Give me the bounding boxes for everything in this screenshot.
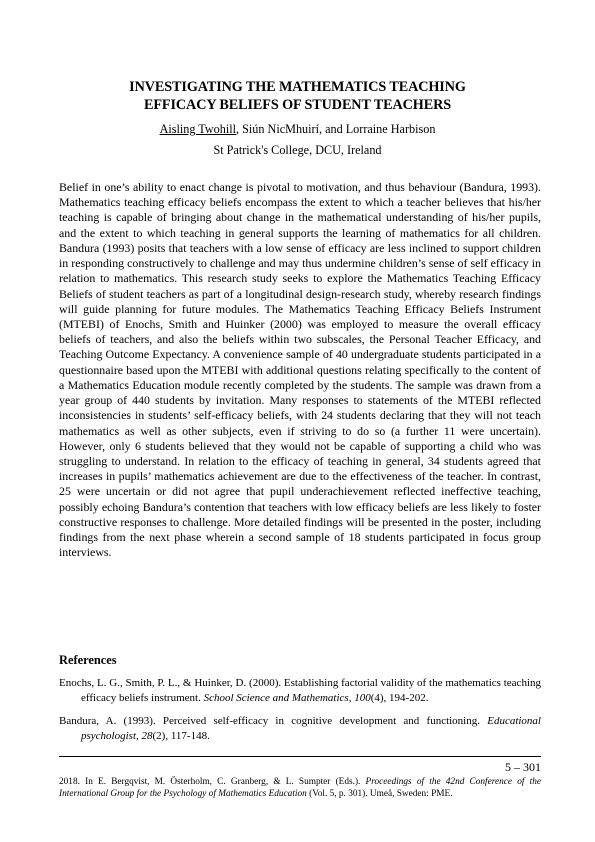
author-separator: , and [318, 122, 346, 136]
footer-text: 2018. In E. Bergqvist, M. Österholm, C. Granberg, & L. Sumpter (Eds.). [59, 777, 366, 787]
footer-text: (Vol. 5, p. 301). Umeå, Sweden: PME. [306, 789, 453, 799]
reference-text: Enochs, L. G., Smith, P. L., & Huinker, D. (2000). Establishing factorial validity of the mathematics teaching efficacy beliefs instrument. [59, 677, 541, 705]
author-list [60, 122, 535, 136]
affiliation: St Patrick's College, DCU, Ireland [213, 143, 382, 157]
abstract-body [59, 180, 541, 560]
paper-title [60, 78, 535, 114]
title-line-1: INVESTIGATING THE MATHEMATICS TEACHING [129, 79, 466, 95]
author-name: Lorraine Harbison [345, 122, 436, 136]
footer-proceedings: Proceedings of the 42nd Conference of the International Group for the Psychology of Mathematics Education [59, 777, 541, 799]
footer-citation [59, 776, 541, 800]
author-name: Aisling Twohill [159, 122, 237, 136]
references-heading: References [59, 653, 117, 667]
author-separator: , [236, 122, 243, 136]
reference-text: Bandura, A. (1993). Perceived self-efficacy in cognitive development and functioning. [59, 714, 488, 727]
footer-rule [59, 756, 541, 757]
reference-journal: Educational psychologist, 28 [81, 714, 541, 743]
author-name: Siún NicMhuirí [242, 122, 319, 136]
abstract-paragraph: Belief in one’s ability to enact change is pivotal to motivation, and thus behaviour (Bandura, 1993). Mathematics teaching efficacy beliefs encompass the extent to which a teacher believes that his/her teaching is capable of bringing about change in the mathematical understanding of his/her pupils, and the extent to which teaching in general supports the learning of mathematics for all children. Bandura (1993) posits that teachers with a low sense of efficacy are less inclined to support children in responding constructively to challenge and may thus undermine children’s sense of self efficacy in relation to mathematics. This research study seeks to explore the Mathematics Teaching Efficacy Beliefs of student teachers as part of a longitudinal design-research study, whereby research findings will guide planning for future modules. The Mathematics Teaching Efficacy Beliefs Instrument (MTEBI) of Enochs, Smith and Huinker (2000) was employed to measure the overall efficacy beliefs of teachers, and also the beliefs within two subscales, the Personal Teacher Efficacy, and Teaching Outcome Expectancy. A convenience sample of 40 undergraduate students participated in a questionnaire based upon the MTEBI with additional questions relating specifically to the content of a Mathematics Education module recently completed by the students. The sample was drawn from a year group of 440 students by invitation. Many responses to statements of the MTEBI reflected inconsistencies in students’ self-efficacy beliefs, with 24 students declaring that they will not teach mathematics as well as other subjects, even if striving to do so (a further 11 were uncertain). However, only 6 students believed that they would not be capable of supporting a child who was struggling to understand. In relation to the efficacy of teaching in general, 34 students agreed that increases in pupils’ mathematics achievement are due to the effectiveness of the teacher. In contrast, 25 were uncertain or did not agree that pupil underachievement reflected ineffective teaching, possibly echoing Bandura’s contention that teachers with low efficacy beliefs are less likely to foster constructive responses to challenge. More detailed findings will be presented in the poster, including findings from the next phase wherein a second sample of 18 students participated in focus group interviews. [59, 180, 541, 560]
title-line-2: EFFICACY BELIEFS OF STUDENT TEACHERS [143, 97, 452, 113]
reference-journal: School Science and Mathematics, 100 [203, 692, 371, 705]
reference-item [59, 676, 541, 707]
reference-text: (4), 194-202. [370, 692, 429, 705]
reference-item [59, 714, 541, 745]
page-number: 5 – 301 [505, 760, 541, 774]
reference-text: (2), 117-148. [152, 730, 210, 743]
reference-list [59, 676, 541, 752]
